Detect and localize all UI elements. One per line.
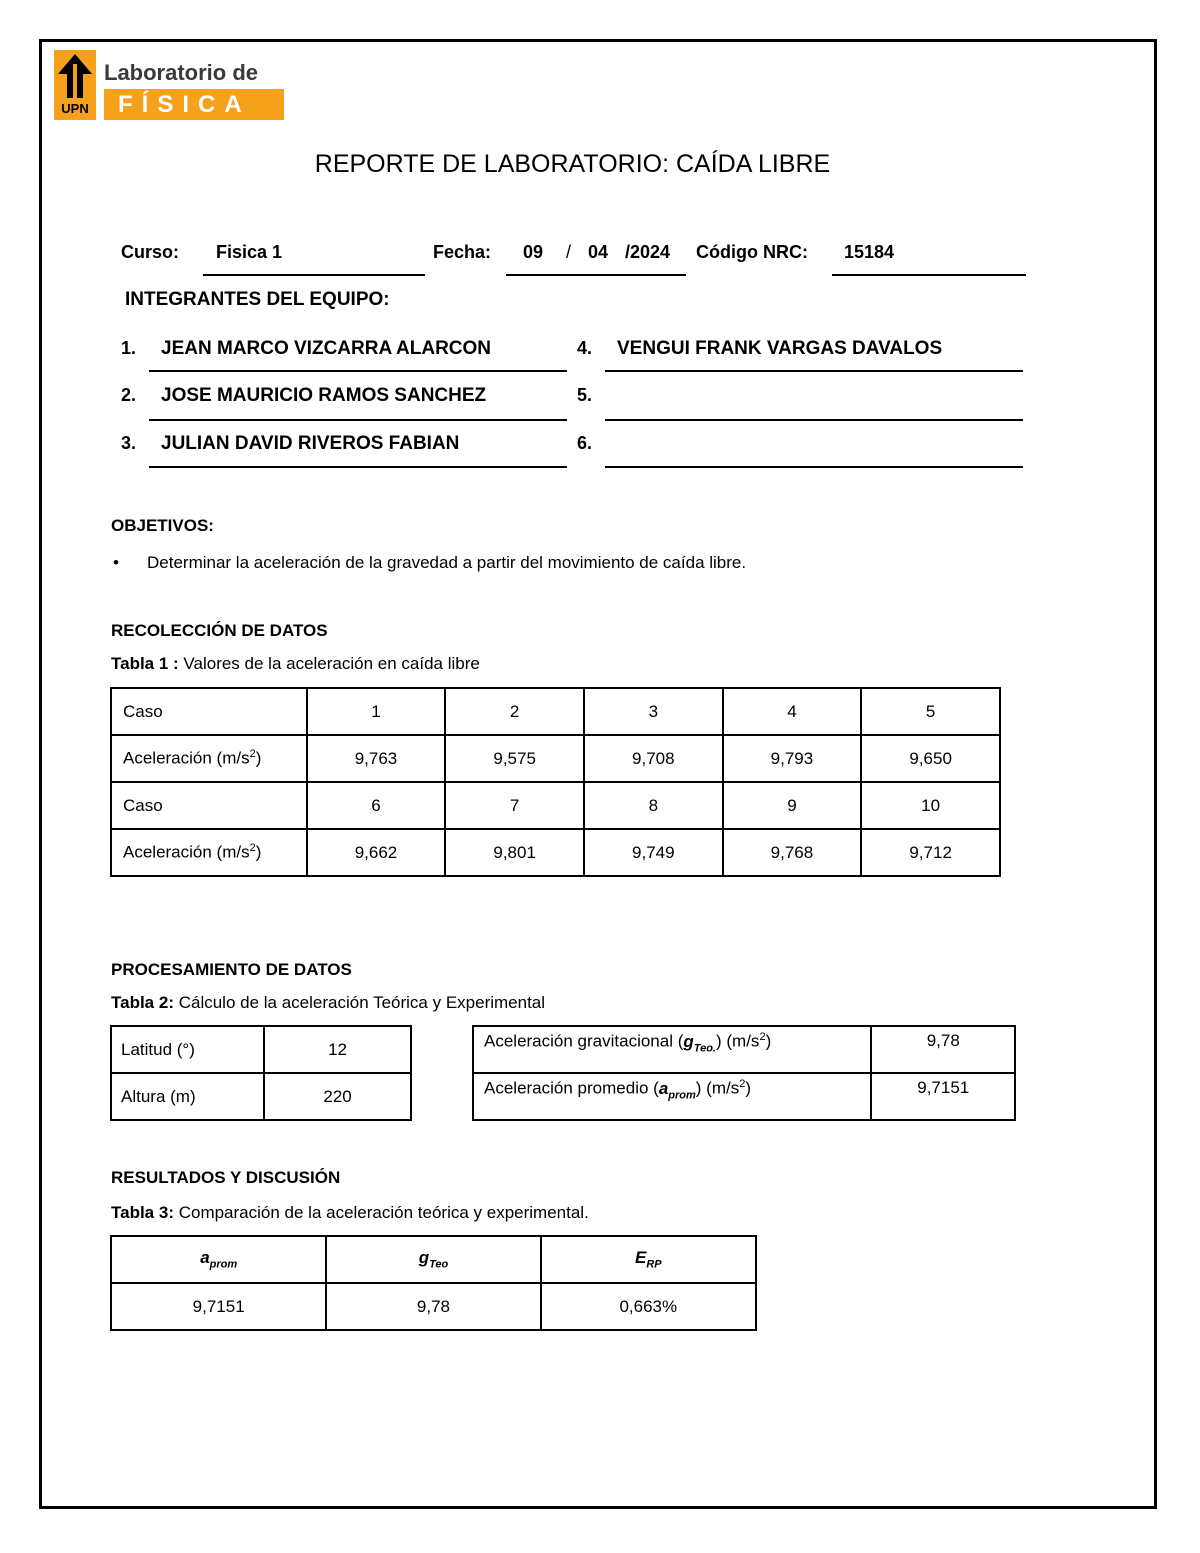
fecha-year[interactable]: /2024 (625, 242, 671, 262)
header-g-teo: $g_{Teo}$ (326, 1236, 540, 1283)
member-name[interactable]: JOSE MAURICIO RAMOS SANCHEZ (161, 385, 487, 406)
table-cell: 8 (584, 782, 723, 829)
tabla1-caption-text: Valores de la aceleración en caída libre (178, 654, 480, 673)
table-row (111, 1236, 756, 1283)
row-label-aceleracion: Aceleración $(m/s^2)$ (111, 735, 307, 782)
member-name[interactable]: VENGUI FRANK VARGAS DAVALOS (617, 338, 943, 359)
table-row (111, 1283, 756, 1330)
member-number: 3. (121, 433, 137, 453)
fecha-month[interactable]: 04 (588, 242, 609, 262)
member-underline (605, 466, 1023, 468)
altura-label: Altura (m) (111, 1073, 264, 1120)
member-number: 6. (577, 433, 593, 453)
a-prom-value: 9,7151 (871, 1073, 1015, 1120)
logo-upn-text: UPN (61, 101, 89, 116)
member-underline (149, 419, 567, 421)
tabla2-caption (111, 993, 545, 1013)
resultados-heading: RESULTADOS Y DISCUSIÓN (111, 1168, 341, 1187)
nrc-underline (832, 274, 1026, 276)
header-a-prom: $a_{prom}$ (111, 1236, 326, 1283)
table-cell: 9,793 (723, 735, 862, 782)
table-cell: 4 (723, 688, 862, 735)
table-cell: 9,749 (584, 829, 723, 876)
table-row (111, 1026, 411, 1073)
g-teo-label: Aceleración gravitacional $(g_{Teo.})$ $(m/s^2)$ (473, 1026, 871, 1073)
logo-fisica-text: FÍSICA (104, 89, 284, 120)
table-row (111, 688, 1000, 735)
header-e-rp: $E_{RP}$ (541, 1236, 756, 1283)
latitud-label: Latitud (°) (111, 1026, 264, 1073)
member-underline (149, 466, 567, 468)
member-number: 4. (577, 338, 593, 358)
table-cell: 9,801 (445, 829, 584, 876)
row-label-aceleracion: Aceleración $(m/s^2)$ (111, 829, 307, 876)
member-number: 5. (577, 385, 593, 405)
recoleccion-heading: RECOLECCIÓN DE DATOS (111, 621, 328, 640)
table-row (111, 735, 1000, 782)
member-name[interactable]: JEAN MARCO VIZCARRA ALARCON (161, 338, 492, 359)
table-cell: 9,650 (861, 735, 1000, 782)
curso-label: Curso: (121, 242, 179, 262)
tabla3-caption (111, 1203, 589, 1223)
table-cell: 6 (307, 782, 446, 829)
member-number: 2. (121, 385, 137, 405)
table-cell: 9,768 (723, 829, 862, 876)
objetivo-item: Determinar la aceleración de la gravedad a partir del movimiento de caída libre. (147, 553, 747, 572)
tabla-2-datos (110, 1025, 412, 1121)
table-row (473, 1073, 1015, 1120)
table-cell: 9,712 (861, 829, 1000, 876)
table-cell: 9,78 (326, 1283, 540, 1330)
nrc-label: Código NRC: (696, 242, 808, 262)
tabla-1 (110, 687, 1001, 877)
tabla1-caption (111, 654, 480, 674)
latitud-value: 12 (264, 1026, 411, 1073)
team-heading: INTEGRANTES DEL EQUIPO: (125, 289, 390, 310)
table-cell: 9,7151 (111, 1283, 326, 1330)
table-cell: 2 (445, 688, 584, 735)
fecha-separator: / (566, 242, 572, 262)
table-row (111, 829, 1000, 876)
table-row (111, 782, 1000, 829)
table-cell: 9,575 (445, 735, 584, 782)
table-cell: 9,662 (307, 829, 446, 876)
row-label-caso: Caso (111, 688, 307, 735)
bullet: • (113, 553, 119, 572)
g-teo-value: 9,78 (871, 1026, 1015, 1073)
table-cell: 9 (723, 782, 862, 829)
fecha-day[interactable]: 09 (523, 242, 544, 262)
tabla3-caption-bold: Tabla 3: (111, 1203, 174, 1222)
table-cell: 5 (861, 688, 1000, 735)
tabla1-caption-bold: Tabla 1 : (111, 654, 179, 673)
table-row (473, 1026, 1015, 1073)
table-cell: 7 (445, 782, 584, 829)
tabla-3 (110, 1235, 757, 1331)
member-underline (605, 370, 1023, 372)
fecha-underline (506, 274, 686, 276)
procesamiento-heading: PROCESAMIENTO DE DATOS (111, 960, 352, 979)
table-cell: 1 (307, 688, 446, 735)
tabla2-caption-text: Cálculo de la aceleración Teórica y Experimental (173, 993, 546, 1012)
fecha-label: Fecha: (433, 242, 492, 262)
table-cell: 0,663% (541, 1283, 756, 1330)
nrc-value[interactable]: 15184 (844, 242, 895, 262)
curso-underline (203, 274, 425, 276)
member-underline (149, 370, 567, 372)
member-number: 1. (121, 338, 137, 358)
table-row (111, 1073, 411, 1120)
table-cell: 10 (861, 782, 1000, 829)
altura-value: 220 (264, 1073, 411, 1120)
logo-laboratorio-text: Laboratorio de (104, 60, 259, 85)
table-cell: 9,763 (307, 735, 446, 782)
curso-value[interactable]: Fisica 1 (216, 242, 283, 262)
tabla2-caption-bold: Tabla 2: (111, 993, 174, 1012)
row-label-caso: Caso (111, 782, 307, 829)
table-cell: 3 (584, 688, 723, 735)
member-underline (605, 419, 1023, 421)
objetivos-heading: OBJETIVOS: (111, 516, 214, 535)
tabla-2-resultados (472, 1025, 1016, 1121)
tabla3-caption-text: Comparación de la aceleración teórica y experimental. (173, 1203, 589, 1222)
member-name[interactable]: JULIAN DAVID RIVEROS FABIAN (161, 433, 460, 454)
table-cell: 9,708 (584, 735, 723, 782)
a-prom-label: Aceleración promedio $(a_{prom})$ $(m/s^2)$ (473, 1073, 871, 1120)
page-title: REPORTE DE LABORATORIO: CAÍDA LIBRE (314, 150, 831, 178)
arrow-icon (56, 52, 94, 98)
